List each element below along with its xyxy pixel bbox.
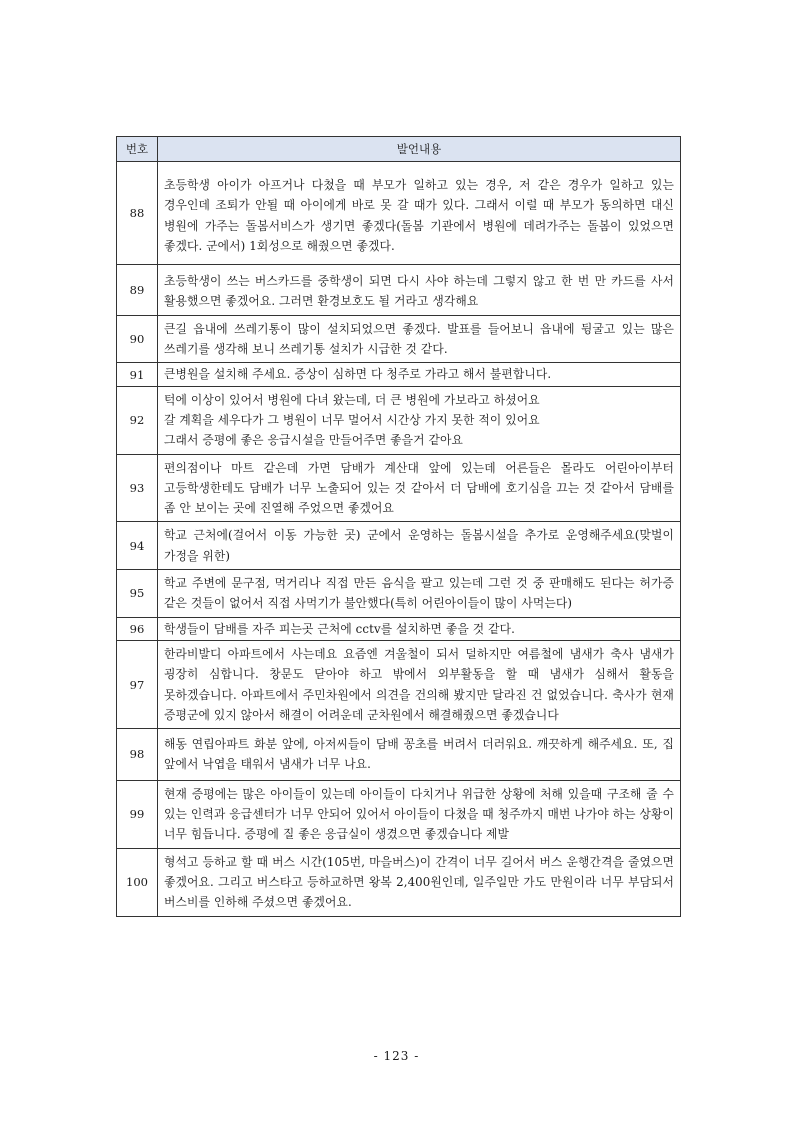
table-row	[117, 315, 681, 363]
row-text: 초등학생 아이가 아프거나 다쳤을 때 부모가 일하고 있는 경우, 저 같은 경우가 일하고 있는 경우인데 조퇴가 안될 때 아이에게 바로 못 갈 때가 있다. 그래서 이럴 때 부모가 동의하면 대신 병원에 가주는 돌봄서비스가 생기면 좋겠다(돌봄 기관에서 병원에 데려가주는 돌봄이 있었으면 좋겠다. 군에서) 1회성으로 해줬으면 좋겠다.	[158, 162, 681, 265]
table-row	[117, 570, 681, 618]
row-text: 학교 근처에(걸어서 이동 가능한 곳) 군에서 운영하는 돌봄시설을 추가로 운영해주세요(맞벌이 가정을 위한)	[158, 522, 681, 570]
row-number: 95	[117, 570, 158, 618]
row-number: 99	[117, 780, 158, 848]
row-text: 형석고 등하교 할 때 버스 시간(105번, 마을버스)이 간격이 너무 길어서 버스 운행간격을 줄였으면 좋겠어요. 그리고 버스타고 등하교하면 왕복 2,400원인데, 일주일만 가도 만원이라 너무 부담되서 버스비를 인하해 주셨으면 좋겠어요.	[158, 848, 681, 916]
row-number: 97	[117, 640, 158, 728]
row-number: 100	[117, 848, 158, 916]
row-number: 89	[117, 265, 158, 316]
table-row	[117, 522, 681, 570]
statements-table	[116, 136, 681, 917]
table-row	[117, 617, 681, 640]
row-text: 학교 주변에 문구점, 먹거리나 직접 만든 음식을 팔고 있는데 그런 것 중 판매해도 된다는 허가증 같은 것들이 없어서 직접 사먹기가 불안했다(특히 어린아이들이 많이 사먹는다)	[158, 570, 681, 618]
table-row	[117, 454, 681, 522]
row-number: 94	[117, 522, 158, 570]
row-text: 초등학생이 쓰는 버스카드를 중학생이 되면 다시 사야 하는데 그렇지 않고 한 번 만 카드를 사서 활용했으면 좋겠어요. 그러면 환경보호도 될 거라고 생각해요	[158, 265, 681, 316]
row-text: 학생들이 담배를 자주 피는곳 근처에 cctv를 설치하면 좋을 것 같다.	[158, 617, 681, 640]
row-text: 현재 증평에는 많은 아이들이 있는데 아이들이 다치거나 위급한 상황에 처해 있을때 구조해 줄 수 있는 인력과 응급센터가 너무 안되어 있어서 아이들이 다쳤을 때 청주까지 매번 나가야 하는 상황이 너무 힘듭니다. 증평에 질 좋은 응급실이 생겼으면 좋겠습니다 제발	[158, 780, 681, 848]
row-text: 큰길 읍내에 쓰레기통이 많이 설치되었으면 좋겠다. 발표를 들어보니 읍내에 뒹굴고 있는 많은 쓰레기를 생각해 보니 쓰레기통 설치가 시급한 것 같다.	[158, 315, 681, 363]
header-content: 발언내용	[158, 137, 681, 162]
page-number: - 123 -	[373, 1049, 420, 1063]
row-number: 96	[117, 617, 158, 640]
row-text: 편의점이나 마트 같은데 가면 담배가 계산대 앞에 있는데 어른들은 몰라도 어린아이부터 고등학생한테도 담배가 너무 노출되어 있는 것 같아서 더 담배에 호기심을 끄는 것 같아서 담배를 좀 안 보이는 곳에 진열해 주었으면 좋겠어요	[158, 454, 681, 522]
row-number: 98	[117, 729, 158, 781]
table-row	[117, 363, 681, 386]
table-row	[117, 386, 681, 454]
row-text: 해동 연립아파트 화분 앞에, 아저씨들이 담배 꽁초를 버려서 더러워요. 깨끗하게 해주세요. 또, 집 앞에서 낙엽을 태워서 냄새가 너무 나요.	[158, 729, 681, 781]
row-text: 턱에 이상이 있어서 병원에 다녀 왔는데, 더 큰 병원에 가보라고 하셨어요 갈 계획을 세우다가 그 병원이 너무 멀어서 시간상 가지 못한 적이 있어요 그래서 증평에 좋은 응급시설을 만들어주면 좋을거 같아요	[158, 386, 681, 454]
row-text: 한라비발디 아파트에서 사는데요 요즘엔 겨울철이 되서 덜하지만 여름철에 냄새가 축사 냄새가 굉장히 심합니다. 창문도 닫아야 하고 밖에서 외부활동을 할 때 냄새가 심해서 활동을 못하겠습니다. 아파트에서 주민차원에서 의견을 건의해 봤지만 달라진 건 없었습니다. 축사가 현재 증평군에 있지 않아서 해결이 어려운데 군차원에서 해결해줬으면 좋겠습니다	[158, 640, 681, 728]
table-row	[117, 162, 681, 265]
row-number: 91	[117, 363, 158, 386]
row-number: 88	[117, 162, 158, 265]
table-row	[117, 848, 681, 916]
table-header	[117, 137, 681, 162]
row-number: 92	[117, 386, 158, 454]
table-row	[117, 265, 681, 316]
row-number: 93	[117, 454, 158, 522]
table-row	[117, 640, 681, 728]
table-header-row	[117, 137, 681, 162]
header-number: 번호	[117, 137, 158, 162]
row-number: 90	[117, 315, 158, 363]
table-row	[117, 780, 681, 848]
table-row	[117, 729, 681, 781]
row-text: 큰병원을 설치해 주세요. 증상이 심하면 다 청주로 가라고 해서 불편합니다.	[158, 363, 681, 386]
